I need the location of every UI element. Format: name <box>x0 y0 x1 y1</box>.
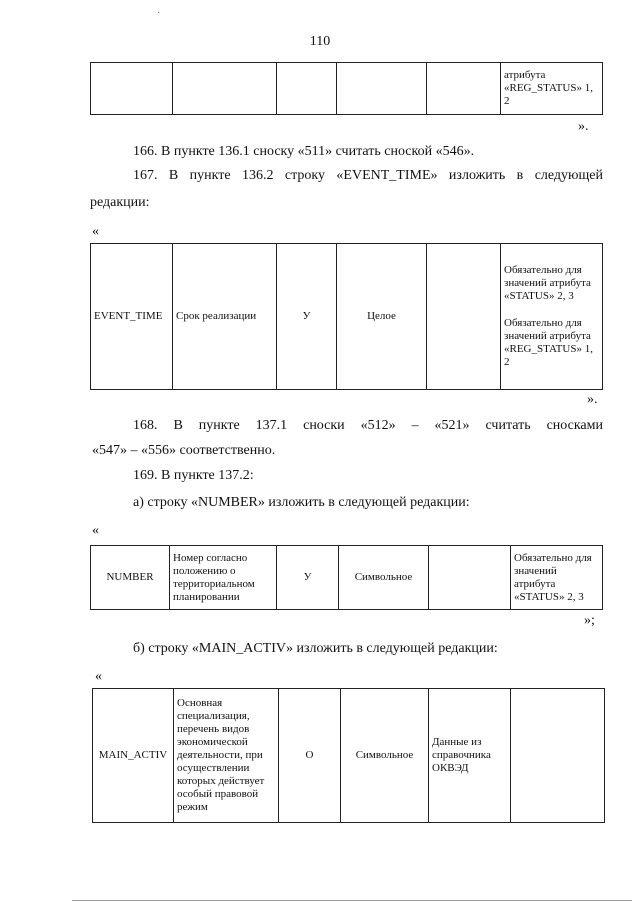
opening-quote: « <box>95 669 102 684</box>
type-cell: Символьное <box>341 689 429 823</box>
table-number <box>90 545 603 610</box>
page-number: 110 <box>309 34 331 49</box>
note-cell: Обязательно для значений атрибута «STATUS» 2, 3 <box>511 546 603 610</box>
table-cell <box>277 63 337 115</box>
table-row <box>93 689 605 823</box>
name-cell: Срок реализации <box>173 244 277 390</box>
requirement-cell: У <box>277 244 337 390</box>
item-168-line2: «547» – «556» соответственно. <box>92 443 276 458</box>
note-cell <box>511 689 605 823</box>
extra-cell: Данные из справочника ОКВЭД <box>429 689 511 823</box>
subitem-a: а) строку «NUMBER» изложить в следующей редакции: <box>133 495 470 510</box>
table-row <box>91 244 603 390</box>
closing-quote: ». <box>587 392 598 407</box>
scan-edge <box>72 900 632 901</box>
code-cell: NUMBER <box>91 546 170 610</box>
table-cell <box>427 63 501 115</box>
requirement-cell: У <box>277 546 339 610</box>
closing-quote: »; <box>584 613 595 628</box>
table-cell <box>91 63 173 115</box>
table-row <box>91 546 603 610</box>
type-cell: Символьное <box>339 546 429 610</box>
table-cell <box>173 63 277 115</box>
extra-cell <box>427 244 501 390</box>
name-cell: Основная специализация, перечень видов экономической деятельности, при осуществлении которых действует особый правовой режим <box>174 689 279 823</box>
type-cell: Целое <box>337 244 427 390</box>
opening-quote: « <box>92 523 99 538</box>
table-main-activ <box>92 688 605 823</box>
table-event-time <box>90 243 603 390</box>
table-cell <box>337 63 427 115</box>
item-167-line2: редакции: <box>90 195 150 210</box>
name-cell: Номер согласно положению о территориальном планировании <box>170 546 277 610</box>
requirement-cell: О <box>279 689 341 823</box>
note-reg-status: Обязательно для значений атрибута «REG_STATUS» 1, 2 <box>504 317 593 368</box>
item-169: 169. В пункте 137.2: <box>133 468 254 483</box>
note-cell: атрибута «REG_STATUS» 1, 2 <box>501 63 603 115</box>
subitem-b: б) строку «MAIN_ACTIV» изложить в следующей редакции: <box>133 641 498 656</box>
opening-quote: « <box>92 224 99 239</box>
item-167-line1: 167. В пункте 136.2 строку «EVENT_TIME» изложить в следующей <box>133 168 603 183</box>
closing-quote: ». <box>578 119 589 134</box>
item-166: 166. В пункте 136.1 сноску «511» считать сноской «546». <box>133 144 475 159</box>
table-continuation <box>90 62 603 115</box>
item-168-line1: 168. В пункте 137.1 сноски «512» – «521» считать сносками <box>133 418 603 433</box>
table-row <box>91 63 603 115</box>
note-status: Обязательно для значений атрибута «STATUS» 2, 3 <box>504 264 591 302</box>
note-cell <box>501 244 603 390</box>
extra-cell <box>429 546 511 610</box>
code-cell: MAIN_ACTIV <box>93 689 174 823</box>
code-cell: EVENT_TIME <box>91 244 173 390</box>
scan-dot: · <box>157 8 161 19</box>
